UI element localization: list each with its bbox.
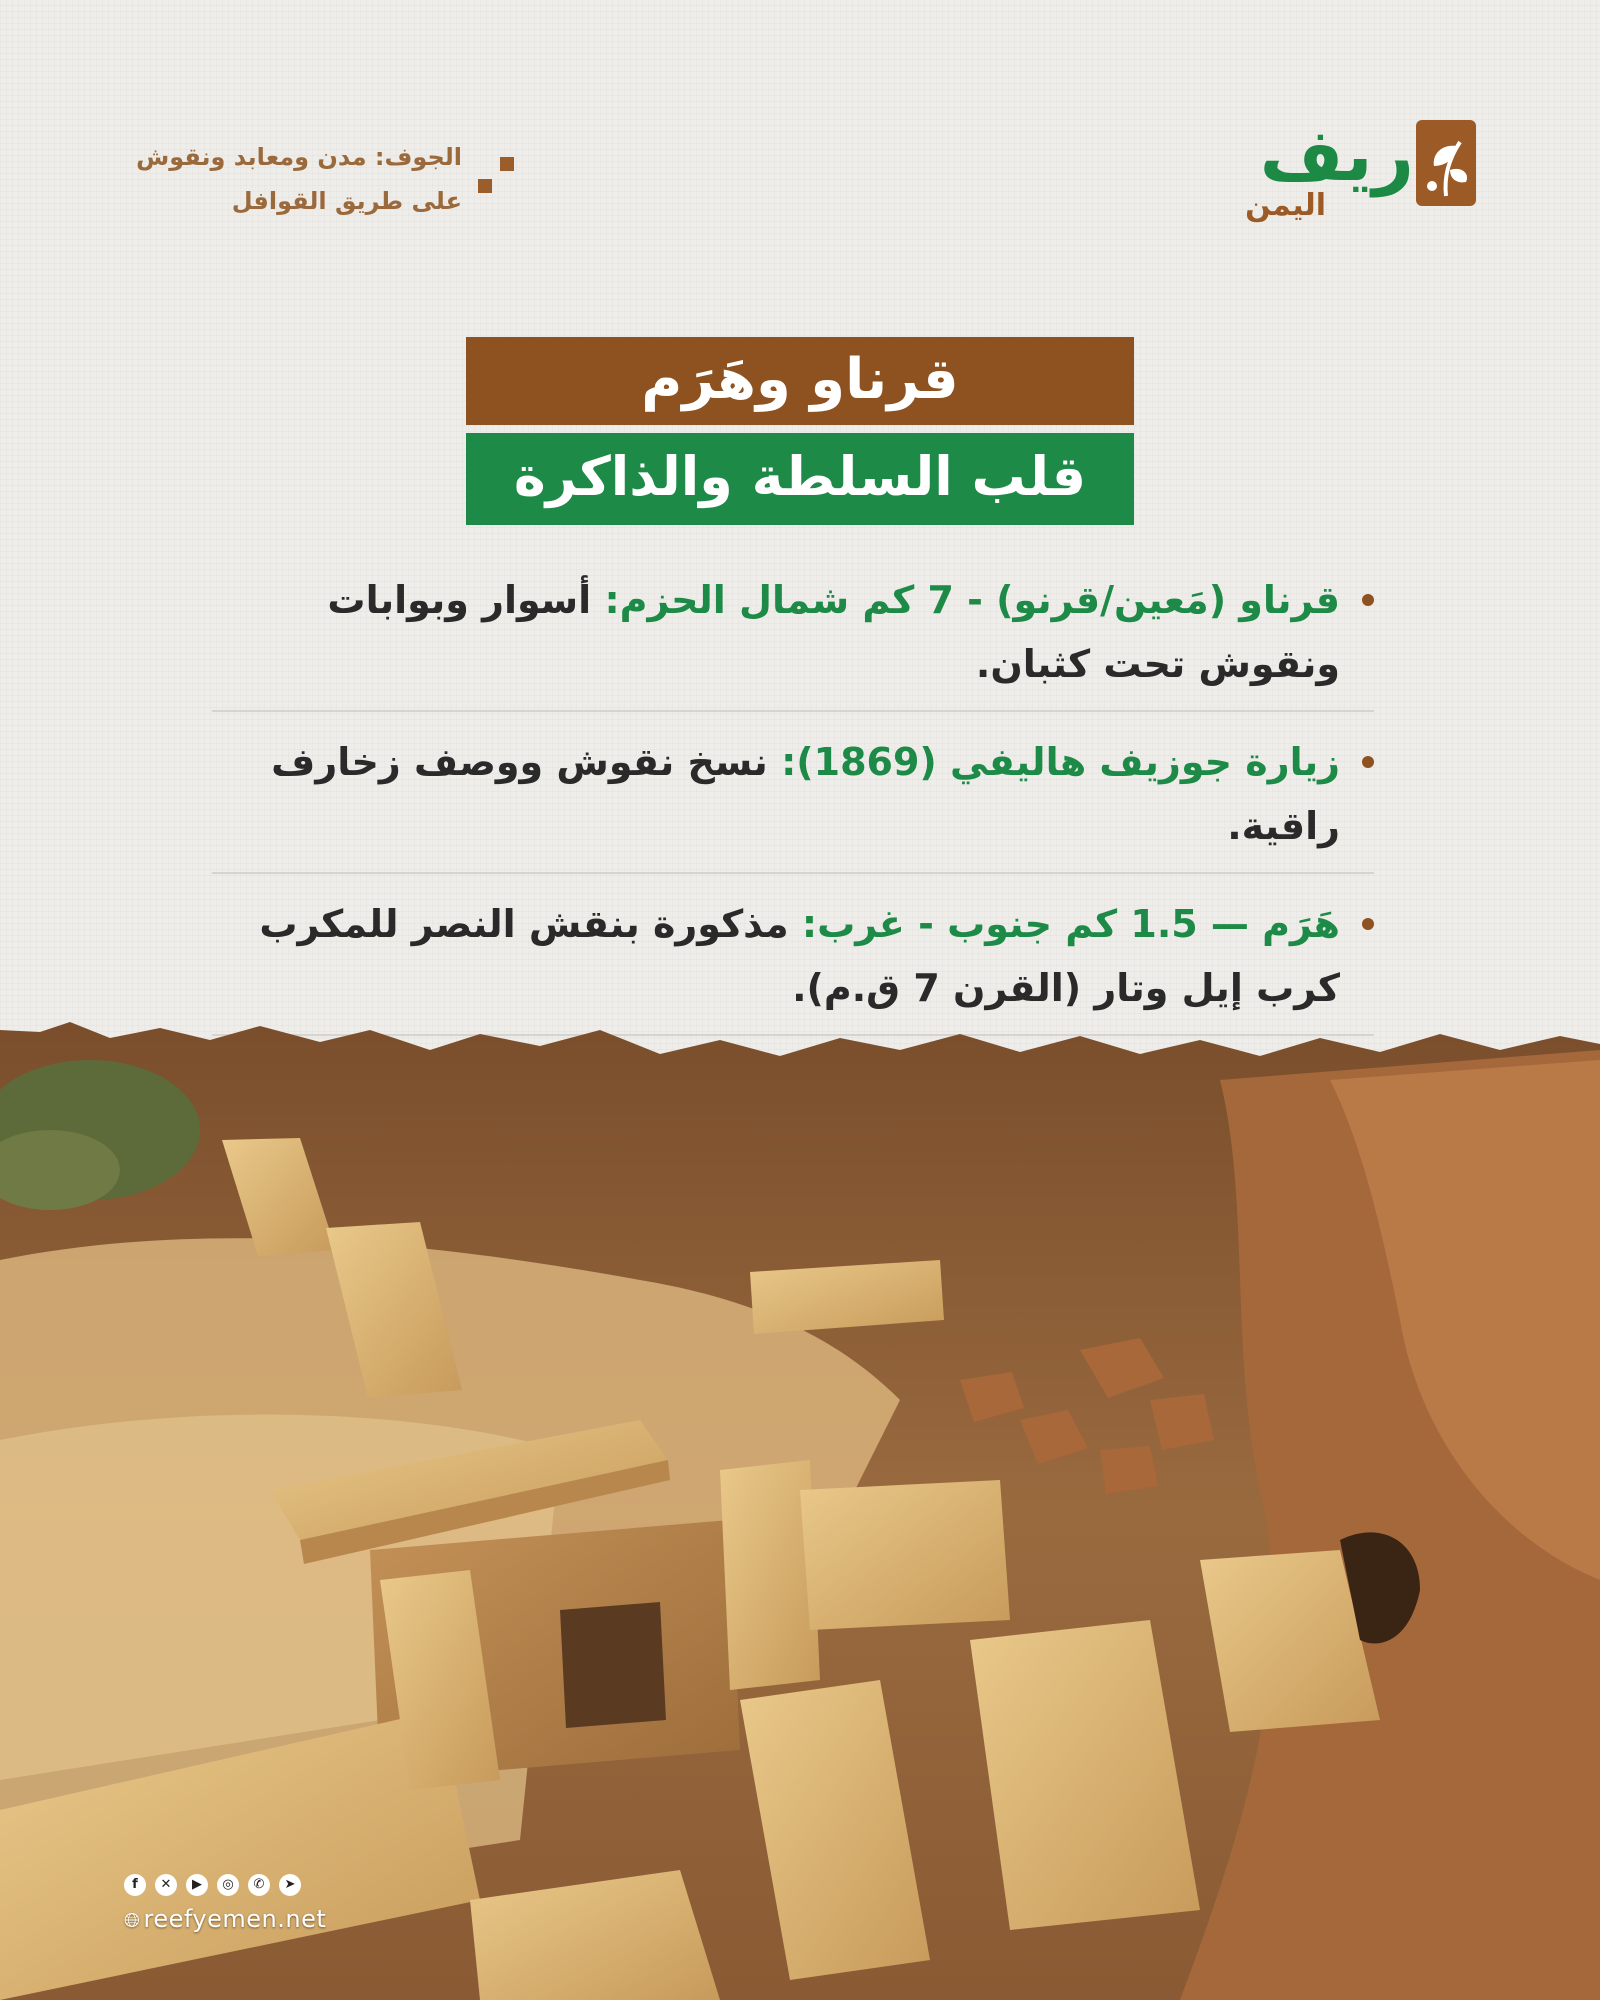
list-item [212, 712, 1374, 874]
leaf-badge-icon [1416, 120, 1476, 206]
website-text: reefyemen.net [143, 1905, 327, 1933]
x-icon[interactable]: ✕ [155, 1874, 177, 1896]
point-text: مذكورة بنقش النصر للمكرب كرب إيل وتار (القرن 7 ق.م). [259, 902, 1340, 1010]
youtube-icon[interactable]: ▶ [186, 1874, 208, 1896]
website-link[interactable] [124, 1905, 326, 1933]
title-line-2: قلب السلطة والذاكرة [466, 433, 1134, 525]
bullet-dot-icon [1362, 918, 1374, 930]
logo-subtitle: اليمن [1245, 188, 1326, 223]
point-text: أسوار وبوابات ونقوش تحت كثبان. [327, 578, 1340, 686]
telegram-icon[interactable]: ➤ [279, 1874, 301, 1896]
excavation-site-photo [0, 1020, 1600, 2000]
point-highlight: قرناو (مَعين/قرنو) - 7 كم شمال الحزم: [604, 578, 1340, 622]
series-label [122, 135, 462, 223]
whatsapp-icon[interactable]: ✆ [248, 1874, 270, 1896]
point-highlight: زيارة جوزيف هاليفي (1869): [781, 740, 1340, 784]
bullet-dot-icon [1362, 594, 1374, 606]
social-icons [124, 1874, 301, 1896]
list-item [212, 874, 1374, 1036]
title-line-1: قرناو وهَرَم [466, 337, 1134, 425]
series-line-2: على طريق القوافل [231, 187, 462, 215]
globe-icon: 🌐︎ [124, 1908, 141, 1932]
series-line-1: الجوف: مدن ومعابد ونقوش [136, 143, 462, 171]
list-item [212, 550, 1374, 712]
bullet-dot-icon [1362, 756, 1374, 768]
point-highlight: هَرَم — 1.5 كم جنوب - غرب: [801, 902, 1340, 946]
reef-yemen-logo [1206, 113, 1476, 226]
series-squares-icon [478, 157, 522, 201]
logo-word: ريف [1259, 113, 1414, 197]
point-text: نسخ نقوش ووصف زخارف راقية. [271, 740, 1340, 848]
instagram-icon[interactable]: ◎ [217, 1874, 239, 1896]
facebook-icon[interactable]: f [124, 1874, 146, 1896]
